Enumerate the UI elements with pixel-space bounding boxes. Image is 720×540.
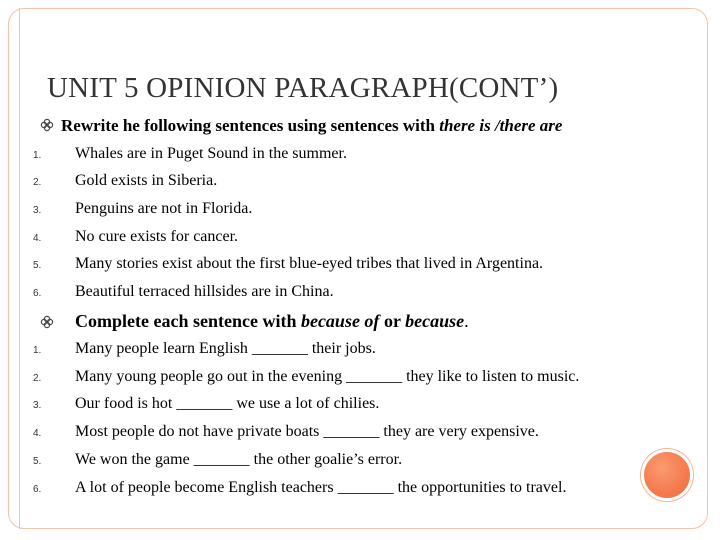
section1-item: Whales are in Puget Sound in the summer. — [75, 145, 347, 162]
slide-side-line — [19, 8, 20, 529]
section1-item-number: 2. — [33, 177, 42, 188]
section1-item-number: 4. — [33, 233, 42, 244]
section2-heading-emphasis-1: because of — [300, 311, 380, 331]
section1-item: Gold exists in Siberia. — [75, 172, 218, 189]
section2-item: We won the game _______ the other goalie’s error. — [75, 451, 403, 468]
section1-heading-emphasis: there is /there are — [439, 116, 563, 135]
section1-item-number: 1. — [33, 150, 42, 161]
section1-heading-text: Rewrite he following sentences using sentences with — [61, 116, 440, 135]
section2-heading-emphasis-2: because — [405, 311, 465, 331]
section2-item-number: 3. — [33, 400, 42, 411]
section2-heading-text: Complete each sentence with — [75, 311, 301, 331]
section1-heading — [61, 116, 562, 136]
section1-item: Penguins are not in Florida. — [75, 200, 253, 217]
section2-item-number: 1. — [33, 345, 42, 356]
page-title: UNIT 5 OPINION PARAGRAPH(CONT’) — [47, 72, 559, 104]
section2-item-number: 6. — [33, 484, 42, 495]
section2-item-number: 5. — [33, 456, 42, 467]
section2-item-number: 4. — [33, 428, 42, 439]
section1-item-number: 5. — [33, 260, 42, 271]
section2-item: Many people learn English _______ their jobs. — [75, 340, 376, 357]
section2-item: Many young people go out in the evening _______ they like to listen to music. — [75, 368, 580, 385]
orange-circle-icon — [641, 449, 693, 501]
clover-bullet-icon — [40, 315, 54, 329]
section2-item: Our food is hot _______ we use a lot of chilies. — [75, 395, 380, 412]
section1-item-number: 6. — [33, 288, 42, 299]
section2-item: Most people do not have private boats _______ they are very expensive. — [75, 423, 539, 440]
section1-item: Beautiful terraced hillsides are in China. — [75, 283, 334, 300]
section2-heading-suffix: . — [464, 311, 469, 331]
section2-heading — [75, 311, 469, 332]
section1-item: Many stories exist about the first blue-eyed tribes that lived in Argentina. — [75, 255, 544, 272]
section2-heading-mid: or — [379, 311, 406, 331]
section2-item-number: 2. — [33, 373, 42, 384]
section1-item-number: 3. — [33, 205, 42, 216]
section2-item: A lot of people become English teachers _______ the opportunities to travel. — [75, 479, 567, 496]
clover-bullet-icon — [40, 118, 54, 132]
section1-item: No cure exists for cancer. — [75, 228, 239, 245]
